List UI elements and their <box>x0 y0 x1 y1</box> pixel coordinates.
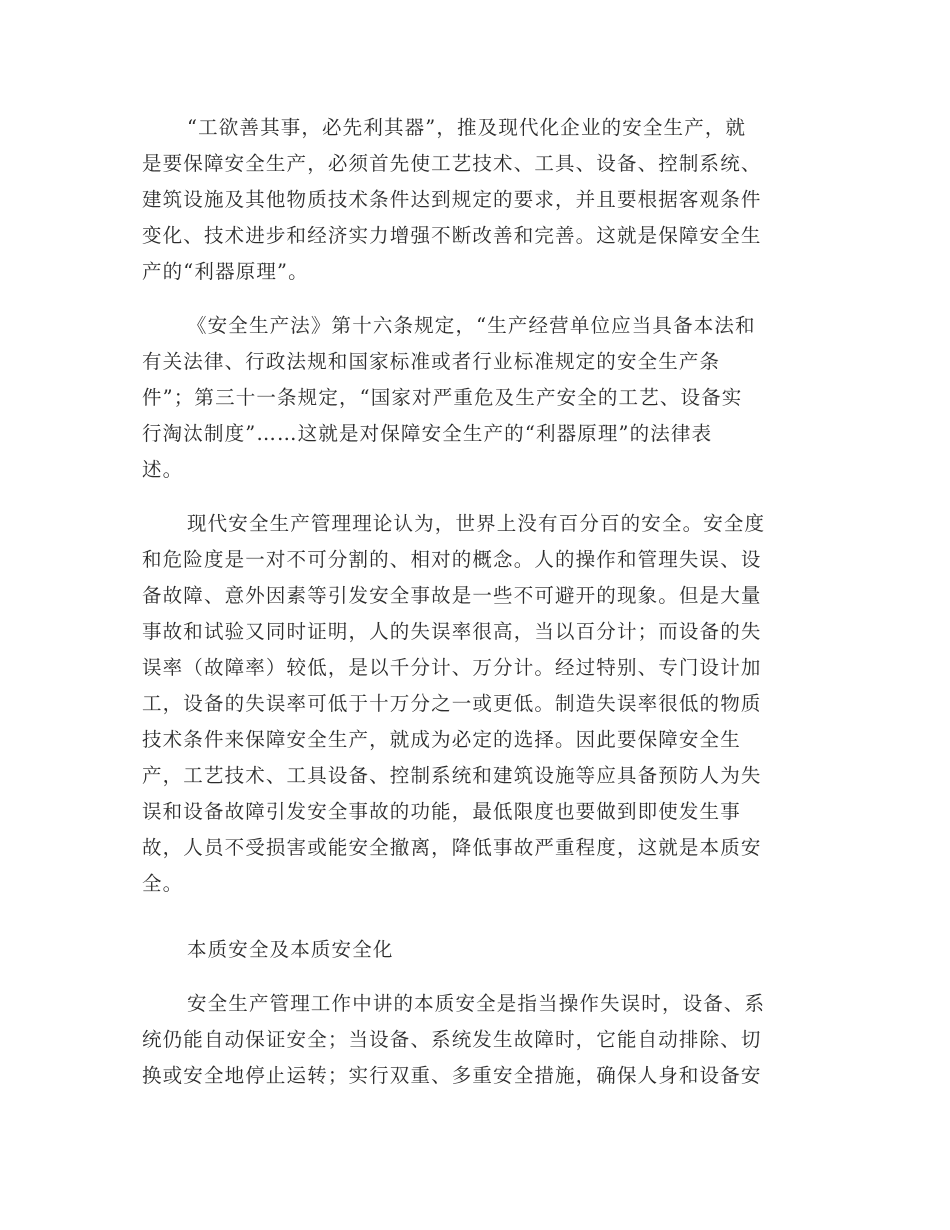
paragraph-3-line-10: 故，人员不受损害或能安全撤离，降低事故严重程度，这就是本质安 <box>142 836 762 859</box>
paragraph-1-line-3: 建筑设施及其他物质技术条件达到规定的要求，并且要根据客观条件 <box>142 188 762 211</box>
paragraph-2-line-2: 有关法律、行政法规和国家标准或者行业标准规定的安全生产条 <box>142 350 721 373</box>
paragraph-5-line-2: 统仍能自动保证安全；当设备、系统发生故障时，它能自动排除、切 <box>142 1028 762 1051</box>
paragraph-2-line-1: 《安全生产法》第十六条规定，“生产经营单位应当具备本法和 <box>187 314 756 337</box>
paragraph-3-line-4: 事故和试验又同时证明，人的失误率很高，当以百分计；而设备的失 <box>142 620 762 643</box>
paragraph-2-line-5: 述。 <box>142 458 184 481</box>
paragraph-3-line-9: 误和设备故障引发安全事故的功能，最低限度也要做到即使发生事 <box>142 800 741 823</box>
section-heading: 本质安全及本质安全化 <box>187 938 394 961</box>
paragraph-2-line-4: 行淘汰制度”……这就是对保障安全生产的“利器原理”的法律表 <box>142 422 713 445</box>
paragraph-3-line-2: 和危险度是一对不可分割的、相对的概念。人的操作和管理失误、设 <box>142 548 762 571</box>
paragraph-1-line-1: “工欲善其事，必先利其器”，推及现代化企业的安全生产，就 <box>187 116 747 139</box>
paragraph-5-line-1: 安全生产管理工作中讲的本质安全是指当操作失误时，设备、系 <box>187 992 766 1015</box>
paragraph-3-line-5: 误率（故障率）较低，是以千分计、万分计。经过特别、专门设计加 <box>142 656 762 679</box>
paragraph-3-line-3: 备故障、意外因素等引发安全事故是一些不可避开的现象。但是大量 <box>142 584 762 607</box>
paragraph-3-line-8: 产，工艺技术、工具设备、控制系统和建筑设施等应具备预防人为失 <box>142 764 762 787</box>
paragraph-3-line-11: 全。 <box>142 872 184 895</box>
paragraph-1-line-2: 是要保障安全生产，必须首先使工艺技术、工具、设备、控制系统、 <box>142 152 762 175</box>
paragraph-1-line-4: 变化、技术进步和经济实力增强不断改善和完善。这就是保障安全生 <box>142 224 762 247</box>
paragraph-3-line-6: 工，设备的失误率可低于十万分之一或更低。制造失误率很低的物质 <box>142 692 762 715</box>
paragraph-5-line-3: 换或安全地停止运转；实行双重、多重安全措施，确保人身和设备安 <box>142 1064 762 1087</box>
paragraph-3-line-7: 技术条件来保障安全生产，就成为必定的选择。因此要保障安全生 <box>142 728 741 751</box>
paragraph-2-line-3: 件”；第三十一条规定，“国家对严重危及生产安全的工艺、设备实 <box>142 386 743 409</box>
paragraph-1-line-5: 产的“利器原理”。 <box>142 260 309 283</box>
paragraph-3-line-1: 现代安全生产管理理论认为，世界上没有百分百的安全。安全度 <box>187 512 766 535</box>
